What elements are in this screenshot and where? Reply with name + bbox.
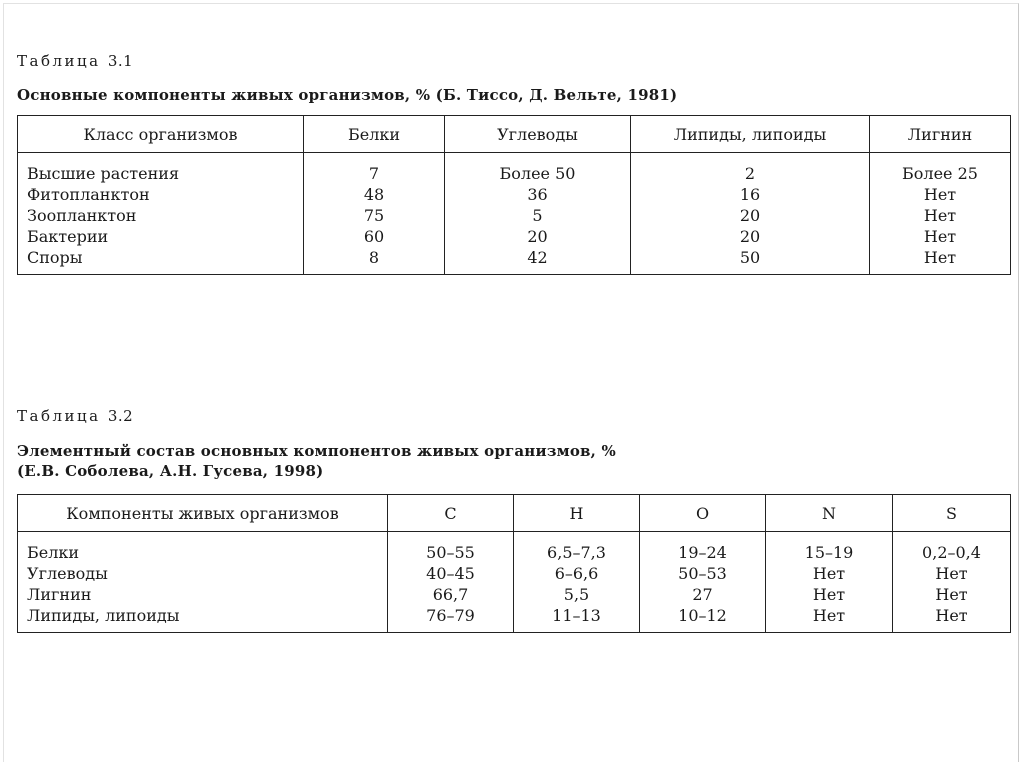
table-cell: Нет xyxy=(870,247,1011,275)
table-3-2-header-cell: H xyxy=(514,495,640,532)
table-cell: 27 xyxy=(640,584,766,605)
table-3-2-header-cell: C xyxy=(388,495,514,532)
table-cell: 48 xyxy=(304,184,445,205)
table-cell: 20 xyxy=(445,226,631,247)
table-cell: 16 xyxy=(631,184,870,205)
table-3-1-header-cell: Лигнин xyxy=(870,116,1011,153)
table-3-1-header-cell: Класс организмов xyxy=(18,116,304,153)
table-3-2-label-number: 3.2 xyxy=(107,407,134,425)
table-cell: 15–19 xyxy=(766,532,893,564)
table-cell: Нет xyxy=(893,605,1011,633)
table-cell: Нет xyxy=(766,605,893,633)
table-row xyxy=(18,584,1011,605)
table-row xyxy=(18,153,1011,185)
table-cell: 75 xyxy=(304,205,445,226)
table-cell: 40–45 xyxy=(388,563,514,584)
table-cell: Бактерии xyxy=(18,226,304,247)
table-cell: Нет xyxy=(766,563,893,584)
table-cell: Нет xyxy=(870,184,1011,205)
table-cell: 5,5 xyxy=(514,584,640,605)
table-row xyxy=(18,205,1011,226)
table-3-2-header-row xyxy=(18,495,1011,532)
table-row xyxy=(18,532,1011,564)
table-cell: Лигнин xyxy=(18,584,388,605)
table-3-1-header-cell: Белки xyxy=(304,116,445,153)
table-cell: 8 xyxy=(304,247,445,275)
table-cell: Высшие растения xyxy=(18,153,304,185)
table-3-1-header-row xyxy=(18,116,1011,153)
table-cell: Нет xyxy=(893,584,1011,605)
table-3-1-header-cell: Липиды, липоиды xyxy=(631,116,870,153)
table-cell: 7 xyxy=(304,153,445,185)
table-cell: 20 xyxy=(631,205,870,226)
table-row xyxy=(18,226,1011,247)
table-cell: Липиды, липоиды xyxy=(18,605,388,633)
table-cell: Нет xyxy=(870,226,1011,247)
table-cell: Более 25 xyxy=(870,153,1011,185)
table-cell: 0,2–0,4 xyxy=(893,532,1011,564)
table-cell: Нет xyxy=(893,563,1011,584)
table-3-2-label xyxy=(17,407,133,425)
table-3-1-label-number: 3.1 xyxy=(107,52,134,70)
table-row xyxy=(18,563,1011,584)
table-cell: 60 xyxy=(304,226,445,247)
table-3-2-header-cell: S xyxy=(893,495,1011,532)
table-3-2 xyxy=(17,494,1011,633)
table-3-2-title-line-1: Элементный состав основных компонентов живых организмов, % xyxy=(17,442,616,460)
table-cell: 6–6,6 xyxy=(514,563,640,584)
table-cell: 42 xyxy=(445,247,631,275)
table-cell: Зоопланктон xyxy=(18,205,304,226)
table-cell: 19–24 xyxy=(640,532,766,564)
table-3-2-header-cell: N xyxy=(766,495,893,532)
table-cell: 36 xyxy=(445,184,631,205)
table-3-2-label-word: Таблица xyxy=(17,407,101,425)
table-row xyxy=(18,247,1011,275)
table-cell: 10–12 xyxy=(640,605,766,633)
table-3-2-header-cell: O xyxy=(640,495,766,532)
table-cell: 5 xyxy=(445,205,631,226)
table-cell: Нет xyxy=(766,584,893,605)
table-cell: 50–53 xyxy=(640,563,766,584)
table-3-1-title: Основные компоненты живых организмов, % (Б. Тиссо, Д. Вельте, 1981) xyxy=(17,86,678,104)
table-cell: Споры xyxy=(18,247,304,275)
table-cell: Более 50 xyxy=(445,153,631,185)
table-cell: Нет xyxy=(870,205,1011,226)
table-cell: Фитопланктон xyxy=(18,184,304,205)
table-cell: Углеводы xyxy=(18,563,388,584)
table-cell: 6,5–7,3 xyxy=(514,532,640,564)
table-cell: 11–13 xyxy=(514,605,640,633)
table-3-2-title-line-2: (Е.В. Соболева, А.Н. Гусева, 1998) xyxy=(17,462,324,480)
table-cell: 2 xyxy=(631,153,870,185)
table-3-1 xyxy=(17,115,1011,275)
table-3-2-header-cell: Компоненты живых организмов xyxy=(18,495,388,532)
table-cell: 20 xyxy=(631,226,870,247)
table-3-1-header-cell: Углеводы xyxy=(445,116,631,153)
table-cell: 50 xyxy=(631,247,870,275)
table-cell: 76–79 xyxy=(388,605,514,633)
table-3-1-label-word: Таблица xyxy=(17,52,101,70)
table-cell: 50–55 xyxy=(388,532,514,564)
table-cell: Белки xyxy=(18,532,388,564)
table-row xyxy=(18,605,1011,633)
table-3-1-label xyxy=(17,52,133,70)
table-row xyxy=(18,184,1011,205)
table-3-2-title xyxy=(17,441,616,481)
table-cell: 66,7 xyxy=(388,584,514,605)
